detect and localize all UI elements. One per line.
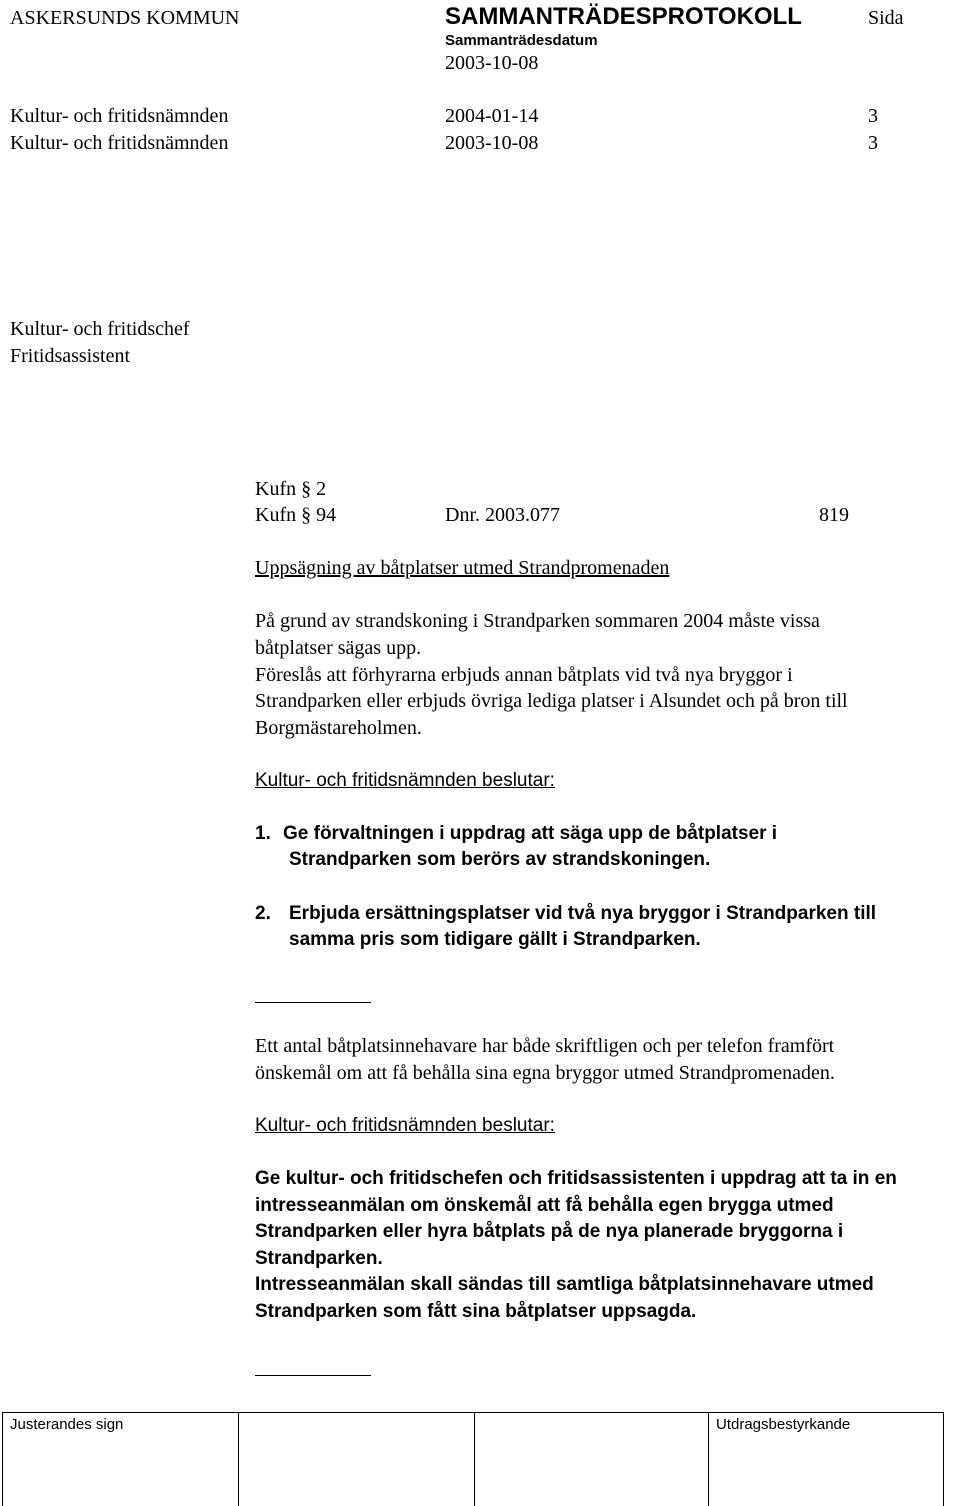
decision-heading: Kultur- och fritidsnämnden beslutar: — [255, 770, 555, 791]
section-separator — [255, 1375, 371, 1376]
intro-line: båtplatser sägas upp. — [255, 637, 422, 659]
decision-line: Strandparken. — [255, 1248, 383, 1269]
decision-line: Strandparken som fått sina båtplatser uppsagda. — [255, 1301, 697, 1322]
decision-item-line: samma pris som tidigare gällt i Strandparken. — [289, 929, 701, 950]
paragraph-ref: Kufn § 94 — [255, 504, 337, 526]
signature-cell — [475, 1413, 709, 1506]
signature-cell — [239, 1413, 475, 1506]
decision-item-line: Strandparken som berörs av strandskoningen. — [289, 849, 711, 870]
signature-cell — [3, 1413, 239, 1506]
followup-line: Ett antal båtplatsinnehavare har både skriftligen och per telefon framfört — [255, 1035, 835, 1057]
decision-item-number: 2. — [255, 903, 271, 924]
municipality-name: ASKERSUNDS KOMMUN — [10, 7, 240, 29]
intro-line: Borgmästareholmen. — [255, 717, 422, 739]
page-label: Sida — [868, 7, 904, 29]
decision-item-line: Ge förvaltningen i uppdrag att säga upp de båtplatser i — [283, 823, 778, 844]
decision-item-line: Erbjuda ersättningsplatser vid två nya bryggor i Strandparken till — [289, 903, 877, 924]
reference-date: 2004-01-14 — [445, 105, 539, 127]
paragraph-ref: Kufn § 2 — [255, 478, 327, 500]
justerandes-sign-label: Justerandes sign — [10, 1416, 124, 1433]
decision-item-number: 1. — [255, 823, 271, 844]
case-title: Uppsägning av båtplatser utmed Strandpromenaden — [255, 557, 670, 579]
intro-line: Strandparken eller erbjuds övriga lediga platser i Alsundet och på bron till — [255, 690, 848, 712]
intro-line: Föreslås att förhyrarna erbjuds annan båtplats vid två nya bryggor i — [255, 664, 793, 686]
utdragsbestyrkande-label: Utdragsbestyrkande — [716, 1416, 851, 1433]
intro-line: På grund av strandskoning i Strandparken sommaren 2004 måste vissa — [255, 610, 820, 632]
signature-cell — [709, 1413, 943, 1506]
diary-number: Dnr. 2003.077 — [445, 504, 560, 526]
reference-body: Kultur- och fritidsnämnden — [10, 132, 229, 154]
followup-line: önskemål om att få behålla sina egna bryggor utmed Strandpromenaden. — [255, 1062, 835, 1084]
archive-code: 819 — [819, 504, 849, 526]
reference-page: 3 — [868, 105, 878, 127]
section-separator — [255, 1002, 371, 1003]
meeting-date: 2003-10-08 — [445, 52, 539, 74]
reference-body: Kultur- och fritidsnämnden — [10, 105, 229, 127]
reference-date: 2003-10-08 — [445, 132, 539, 154]
decision-line: Intresseanmälan skall sändas till samtliga båtplatsinnehavare utmed — [255, 1274, 874, 1295]
recipient: Kultur- och fritidschef — [10, 318, 190, 340]
decision-line: Ge kultur- och fritidschefen och fritidsassistenten i uppdrag att ta in en — [255, 1168, 897, 1189]
reference-page: 3 — [868, 132, 878, 154]
decision-line: Strandparken eller hyra båtplats på de nya planerade bryggorna i — [255, 1221, 844, 1242]
signature-table — [2, 1412, 944, 1506]
decision-line: intresseanmälan om önskemål att få behålla egen brygga utmed — [255, 1195, 834, 1216]
recipient: Fritidsassistent — [10, 345, 131, 367]
document-title: SAMMANTRÄDESPROTOKOLL — [445, 3, 802, 30]
meeting-date-label: Sammanträdesdatum — [445, 32, 598, 49]
decision-heading: Kultur- och fritidsnämnden beslutar: — [255, 1115, 555, 1136]
